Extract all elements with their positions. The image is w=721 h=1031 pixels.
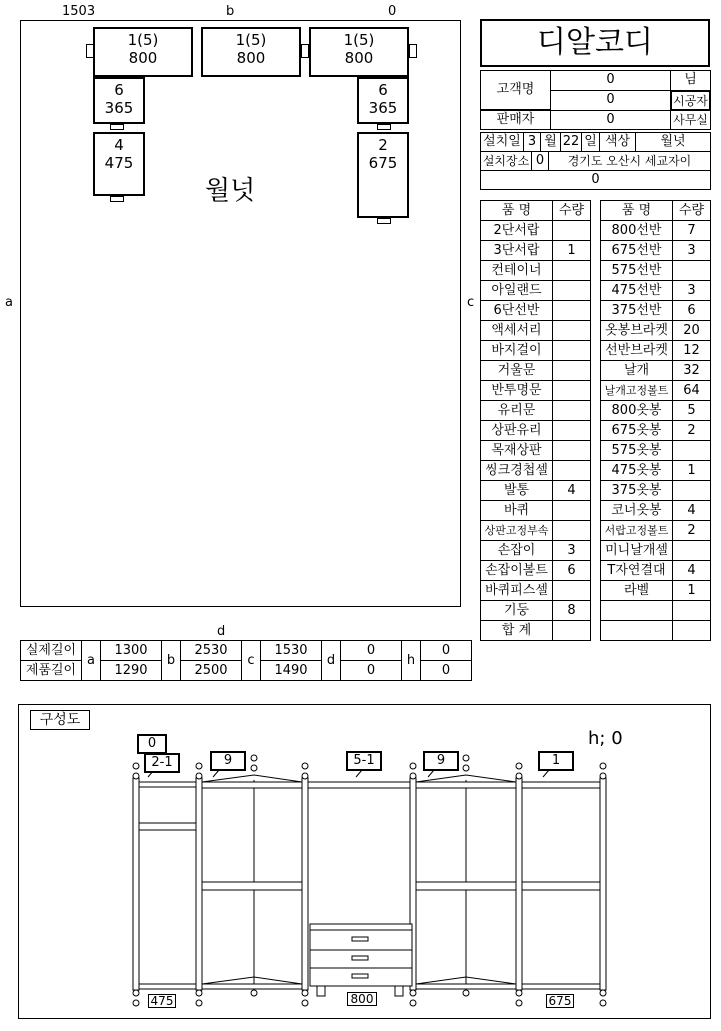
item-name: 컨테이너 [481,261,553,281]
item-name: 바퀴 [481,501,553,521]
item-qty[interactable]: 64 [673,381,711,401]
install-extra-value[interactable]: 0 [480,170,711,190]
item-name: 코너옷봉 [601,501,673,521]
item-qty[interactable]: 1 [553,241,591,261]
module-width: 365 [104,99,134,117]
item-qty[interactable]: 7 [673,221,711,241]
item-name: 6단선반 [481,301,553,321]
customer-label: 고객명 [480,70,551,110]
module-width: 800 [344,49,374,67]
d-actual-value[interactable]: 0 [341,641,402,661]
diagram-title: 구성도 [30,710,90,730]
item-name: 옷봉브라켓 [601,321,673,341]
item-name: 아일랜드 [481,281,553,301]
office-button[interactable]: 사무실 [670,110,711,130]
a-label: a [82,641,101,681]
left-dimension-label: a [5,295,13,310]
item-name: 475선반 [601,281,673,301]
item-qty[interactable]: 6 [673,301,711,321]
item-qty[interactable]: 8 [553,601,591,621]
b-label: b [162,641,181,681]
item-name: 575선반 [601,261,673,281]
brand-name: 디알코디 [537,25,653,60]
item-name: 유리문 [481,401,553,421]
top-left-number: 1503 [62,4,96,19]
dimension-label-475: 475 [148,994,176,1008]
item-name: 575옷봉 [601,441,673,461]
item-qty[interactable]: 5 [673,401,711,421]
install-day-value[interactable]: 22 [560,132,582,152]
install-place-number[interactable]: 0 [531,151,549,171]
item-name: 손잡이볼트 [481,561,553,581]
item-name: 800옷봉 [601,401,673,421]
right-dimension-label: c [467,295,475,310]
diagram-label-2-1: 2-1 [144,753,180,773]
item-name: 날개 [601,361,673,381]
d-product-value[interactable]: 0 [341,661,402,681]
item-name: 발통 [481,481,553,501]
item-name: 675선반 [601,241,673,261]
module-number: 1(5) [343,31,375,49]
b-product-value[interactable]: 2500 [181,661,242,681]
item-name: 3단서랍 [481,241,553,261]
customer-name-value[interactable]: 0 [550,70,671,91]
diagram-label-9-right: 9 [423,751,459,771]
item-name: 바퀴피스셀 [481,581,553,601]
actual-length-label: 실제길이 [21,641,82,661]
item-name: 손잡이 [481,541,553,561]
contractor-button[interactable]: 시공자 [670,90,711,111]
item-name: 날개고정볼트 [601,381,673,401]
a-actual-value[interactable]: 1300 [101,641,162,661]
nim-suffix: 님 [670,70,711,91]
customer-phone-value[interactable]: 0 [550,90,671,111]
item-qty[interactable]: 1 [673,461,711,481]
module-width: 365 [368,99,398,117]
item-qty[interactable]: 3 [673,241,711,261]
diagram-label-0: 0 [137,734,167,754]
a-product-value[interactable]: 1290 [101,661,162,681]
item-name: 상판고정부속 [481,521,553,541]
header-item-qty: 수량 [553,201,591,221]
day-unit: 일 [581,132,600,152]
item-qty[interactable]: 3 [553,541,591,561]
module-number: 6 [114,81,124,99]
color-label: 색상 [599,132,636,152]
seller-value[interactable]: 0 [550,110,671,130]
item-qty[interactable]: 2 [673,421,711,441]
item-qty[interactable]: 12 [673,341,711,361]
item-name: 바지걸이 [481,341,553,361]
c-product-value[interactable]: 1490 [261,661,322,681]
item-name: 기둥 [481,601,553,621]
item-qty[interactable]: 4 [673,501,711,521]
module-width: 800 [128,49,158,67]
diagram-label-1: 1 [538,751,574,771]
product-length-label: 제품길이 [21,661,82,681]
height-text: h; 0 [588,728,623,749]
item-qty[interactable]: 4 [553,481,591,501]
bottom-dimension-label: d [217,624,226,639]
top-mid-label: b [226,4,235,19]
item-name: T자연결대 [601,561,673,581]
dimension-label-675: 675 [546,994,574,1008]
item-qty[interactable]: 2 [673,521,711,541]
item-name: 합 계 [481,621,553,641]
item-name: 375옷봉 [601,481,673,501]
item-qty[interactable]: 32 [673,361,711,381]
module-width: 475 [104,154,134,172]
item-name: 미니날개셀 [601,541,673,561]
diagram-label-9-left: 9 [210,751,246,771]
item-qty[interactable]: 6 [553,561,591,581]
header-item-name: 품 명 [601,201,673,221]
h-actual-value[interactable]: 0 [421,641,472,661]
module-width: 675 [368,154,398,172]
h-label: h [402,641,421,681]
h-product-value[interactable]: 0 [421,661,472,681]
module-number: 6 [378,81,388,99]
header-item-name: 품 명 [481,201,553,221]
item-name: 라벨 [601,581,673,601]
item-name: 2단서랍 [481,221,553,241]
header-item-qty: 수량 [673,201,711,221]
top-right-number: 0 [388,4,397,19]
item-name: 675옷봉 [601,421,673,441]
item-name: 375선반 [601,301,673,321]
item-name: 선반브라켓 [601,341,673,361]
item-qty[interactable]: 20 [673,321,711,341]
month-unit: 월 [540,132,561,152]
seller-label: 판매자 [480,110,551,130]
item-name: 서랍고정볼트 [601,521,673,541]
module-number: 1(5) [235,31,267,49]
item-name: 반투명문 [481,381,553,401]
d-label: d [322,641,341,681]
item-name: 액세서리 [481,321,553,341]
module-number: 1(5) [127,31,159,49]
install-date-label: 설치일 [480,132,524,152]
item-qty[interactable]: 1 [673,581,711,601]
dimension-label-800: 800 [347,992,377,1006]
center-color-label: 월넛 [205,176,256,206]
install-place-label: 설치장소 [480,151,532,171]
module-width: 800 [236,49,266,67]
item-name: 거울문 [481,361,553,381]
item-qty[interactable]: 4 [673,561,711,581]
item-name: 475옷봉 [601,461,673,481]
item-name: 씽크경첩셀 [481,461,553,481]
color-value[interactable]: 월넛 [635,132,711,152]
item-name: 800선반 [601,221,673,241]
c-actual-value[interactable]: 1530 [261,641,322,661]
diagram-label-5-1: 5-1 [346,751,382,771]
item-qty[interactable]: 3 [673,281,711,301]
install-month-value[interactable]: 3 [523,132,541,152]
install-place-value[interactable]: 경기도 오산시 세교자이 [548,151,711,171]
b-actual-value[interactable]: 2530 [181,641,242,661]
c-label: c [242,641,261,681]
item-name: 목재상판 [481,441,553,461]
module-number: 4 [114,136,124,154]
item-name: 상판유리 [481,421,553,441]
module-number: 2 [378,136,388,154]
